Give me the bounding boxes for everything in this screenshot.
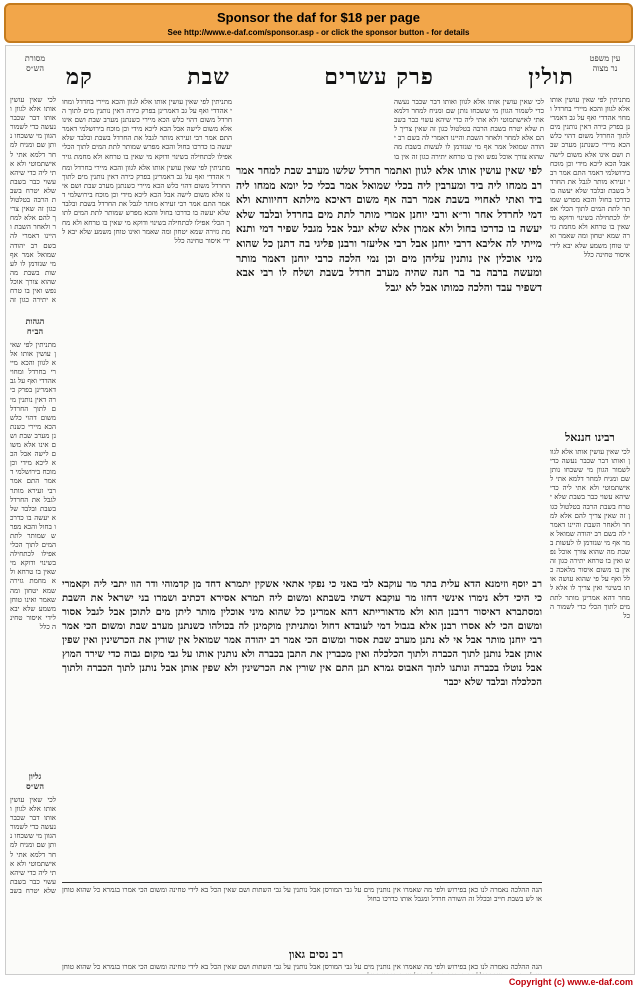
- gilyon-column: לכי שאין עושין אותו אלא לגוון ואותו דבר שכבר נעשה כדי לשמור הגוון מי ששכחו נותן שם ומניח למחר דלמא אתי לאישתמוטי ולא אתי ליה כדי שיהא עשוי כבר בשבת שלא יטרח בשב: [10, 796, 56, 895]
- rabbeinu-chananel-column: לכי שאין עושין אותו אלא לגוון ואותו דבר שכבר נעשה כדי לשמור הגוון מי ששכחו נותן שם ומניח למחר דלמא אתי לאישתמוטי ולא אתי ליה כדי שיהא עשוי כבר בשבת שלא יטרח בשבת הרבה בטלטול כגון זה שאין צריך להם אלא למחר ולאחר השבת והיינו דאמרי לה בשם רב יהודה שמואל אמר אף מי שנזדמן לו לעשות בשבת מה שהוא צורך אוכל נפש ואין בו טרחא יתירה כגון זה אין בו משום איסור מלאכה כלל ואף על פי שהוא עושה אותו בשינוי ואין צריך לו אלא למחר דהא אמרינן מותר לתת מים לתוך הכלי כדי לשמור הכל: [550, 448, 630, 620]
- talmud-page: [5, 45, 635, 975]
- header-tractate: שבת: [187, 64, 230, 90]
- rashi-top-strip: לכי שאין עושין אותו אלא לגוון ואותו דבר שכבר נעשה כדי לשמור הגוון מי ששכחו נותן שם ומניח למחר דלמא אתי לאישתמוטי ולא אתי ליה כדי שיהא עשוי כבר בשבת שלא יטרח בשבת הרבה בטלטול כגון זה שאין צריך להם אלא למחר ולאחר השבת והיינו דאמרי לה בשם רב יהודה שמואל אמר אף מי שנזדמן לו לעשות בשבת מה שהוא צורך אוכל נפש ואין בו טרחא יתירה כגון זה אין בו: [394, 98, 544, 160]
- footer-commentary: הנה ההלכה נאמרה לנו כאן בפירוש ולפי מה שאמרו אין נותנין מים על גבי המורסן אבל נותנין על גבי השתות ושם שאין הכל בא לידי טחינה ומשום הכי אמרו בגמרא כל שהוא טוחן או לש בשבת חייב ובכלל זה השורה חרדל ומגבל אותו כדרכו בחול: [62, 886, 542, 904]
- hagahot-column: מתניתין לפי שאין עושין אותו אלא לגוון והכא מיירי בחרדל ומחוי אהדדי ואף על גב דאמרינן בפרק כירה דאין נותנין מים לתוך החרדל משום דהוי כלש הכא מיירי כשנתנן מערב שבת ושם אינו אלא משום לישה אבל הכא ליכא מידי וכן מוכח בירושלמי דאמר התם אמר רבי זעירא מותר לגבל את החרדל בשבת ובלבד שלא יעשה בו כדרכו בחול והכא מפרש שמותר לתת המים לתוך הכלי אפילו לכתחילה בשינוי ודוקא מי שאין בו טרחא ולא מחמת גזירה שמא יטחון ומה שאמר ואינו טוחן משמע שלא יבא לידי איסור טחינה כלל: [10, 341, 56, 631]
- header-chulin: תולין: [528, 64, 574, 90]
- copyright-link[interactable]: Copyright (c) www.e-daf.com: [508, 977, 633, 987]
- rav-nissim-gaon-text: הנה ההלכה נאמרה לנו כאן בפירוש ולפי מה שאמרו אין נותנין מים על גבי המורסן אבל נותנין על גבי השתות ושם שאין הכל בא לידי טחינה ומשום הכי אמרו בגמרא כל שהוא טוחן: [62, 963, 542, 971]
- gemara-main-text: לפי שאין עושין אותו אלא לגוון ואתמר חרדל שלשו מערב שבת למחר אמר רב ממחו ליה ביד ומערבין ליה בכלי שמואל אמר בכלי כל יומא ממחו ליה ביד ואתי לאחויי בשבת אמר רבה אף משום דאיכא מילתא דחיוותא ולא דמי לחרדל אחר ור״א ורבי יוחנן אמרי מותר לתת מים בחרדל ובלבד שלא יעשה בו כדרכו בחול ולא אמרן אלא שלא יגבל אבל מגבל שפיר דמי ותנא מייתי לה אליבא דרבי יוחנן אבל רבי אליעזר ורבנן פליגי בה דתנן כל שהוא מיני אוכלין אין נותנין עליהן מים וכן נמי הלכה כרבי יוחנן דאמר מותר ומעשה ברבה בר בר חנה שהיה מערב חרדל בשבת ושלח לו רבי אבא דשפיר עבד והלכה כמותו אבל לא יגבל: [236, 165, 542, 294]
- gilyon-title: גליון הש״ס: [26, 771, 44, 791]
- margin-label-mesoret: מסורת הש״ס: [24, 54, 46, 73]
- page-header: [66, 60, 574, 94]
- gemara-lower-text: רב יוסף וזימנא הדא עלית בתר מר עוקבא לבי באני כי נפקי אתאי אשקין יתמרא דחד מן קדמוהי ודר הוו יתבי ליה וקאמרי כי היכי דלא נימרו אינשי דחזו מר עוקבא דשתי בשבתא ומשום ליה תמרא אסירא דכתיב ושמרו בני ישראל את השבת ומסתברא דאיסור דרבנן הוא ולא מדאורייתא דהא אמרינן כל שהוא מיני אוכלין מותר ליתן מים לתוכן אבל לגבל אסור ומשום הכי לא אסרו רבנן אלא בגבול דמי לעובדא דחול ומתניתין מוקמינן לה בכולהו כשנתנן מערב שבת ומשום הכי אמר רבי יוחנן מותר אבל אי לא נתנן מערב שבת אסור ומשום הכי אמר רב יהודה אמר שמואל אין שורין את הכרשינין ואין שפין אותן אבל נותנן לתוך הכברה ולתוך הכלכלה ואין מכברין את התבן בכברה ולא נותנין אותו על גבי מקום גבוה כדי שירד המוץ אבל נוטלו בכברה ונותנו לתוך האבוס גמרא תנן התם אין שורין את הכרשינין ולא שפין אותן אבל נותנן לתוך הכברה ולתוך הכלכלה ובלבד שלא יכבר: [62, 579, 542, 688]
- rabbeinu-chananel-title: רבינו חננאל: [565, 431, 615, 444]
- rav-nissim-gaon-title: רב נסים גאון: [288, 948, 344, 961]
- hagahot-title: הגהות הב״ח: [25, 316, 45, 336]
- rashi-side-column: מתניתין לפי שאין עושין אותו אלא לגוון והכא מיירי בחרדל ומחוי אהדדי ואף על גב דאמרינן בפרק כירה דאין נותנין מים לתוך החרדל משום דהוי כלש הכא מיירי כשנתנן מערב שבת ושם אינו אלא משום לישה אבל הכא ליכא מידי וכן מוכח בירושלמי דאמר התם אמר רבי זעירא מותר לגבל את החרדל בשבת ובלבד שלא יעשה בו כדרכו בחול והכא מפרש שמותר לתת המים לתוך הכלי אפילו לכתחילה בשינוי ודוקא מי שאין בו טרחא ולא מחמת גזירה שמא יטחון ומה שאמר ואינו טוחן משמע שלא יבא לידי איסור טחינה כלל: [62, 164, 230, 245]
- margin-label-ein-mishpat: עין משפט נר מצוה: [589, 54, 621, 73]
- header-chapter: פרק עשרים: [324, 64, 434, 90]
- footer-divider: [62, 882, 542, 883]
- sponsor-banner[interactable]: [4, 3, 633, 43]
- sponsor-subline[interactable]: See http://www.e-daf.com/sponsor.asp - or click the sponsor button - for details: [167, 28, 470, 37]
- mesoret-column: לכי שאין עושין אותו אלא לגוון ואותו דבר שכבר נעשה כדי לשמור הגוון מי ששכחו נותן שם ומניח למחר דלמא אתי לאישתמוטי ולא אתי ליה כדי שיהא עשוי כבר בשבת שלא יטרח בשבת הרבה בטלטול כגון זה שאין צריך להם אלא למחר ולאחר השבת והיינו דאמרי לה בשם רב יהודה שמואל אמר אף מי שנזדמן לו לעשות בשבת מה שהוא צורך אוכל נפש ואין בו טרחא יתירה כגון זה: [10, 96, 56, 305]
- tosafot-top-strip: מתניתין לפי שאין עושין אותו אלא לגוון והכא מיירי בחרדל ומחוי אהדדי ואף על גב דאמרינן בפרק כירה דאין נותנין מים לתוך החרדל משום דהוי כלש הכא מיירי כשנתנן מערב שבת ושם אינו אלא משום לישה אבל הכא ליכא מידי וכן מוכח בירושלמי דאמר התם אמר רבי זעירא מותר לגבל את החרדל בשבת ובלבד שלא יעשה בו כדרכו בחול והכא מפרש שמותר לתת המים לתוך הכלי אפילו לכתחילה בשינוי ודוקא מי שאין בו טרחא ולא מחמת גזיר: [62, 98, 232, 160]
- ein-mishpat-column: מתניתין לפי שאין עושין אותו אלא לגוון והכא מיירי בחרדל ומחוי אהדדי ואף על גב דאמרינן בפרק כירה דאין נותנין מים לתוך החרדל משום דהוי כלש הכא מיירי כשנתנן מערב שבת ושם אינו אלא משום לישה אבל הכא ליכא מידי וכן מוכח בירושלמי דאמר התם אמר רבי זעירא מותר לגבל את החרדל בשבת ובלבד שלא יעשה בו כדרכו בחול והכא מפרש שמותר לתת המים לתוך הכלי אפילו לכתחילה בשינוי ודוקא מי שאין בו טרחא ולא מחמת גזירה שמא יטחון ומה שאמר ואינו טוחן משמע שלא יבא לידי איסור טחינה כלל: [550, 96, 630, 259]
- header-daf-number: קמ: [66, 64, 93, 90]
- sponsor-headline[interactable]: Sponsor the daf for $18 per page: [217, 10, 420, 25]
